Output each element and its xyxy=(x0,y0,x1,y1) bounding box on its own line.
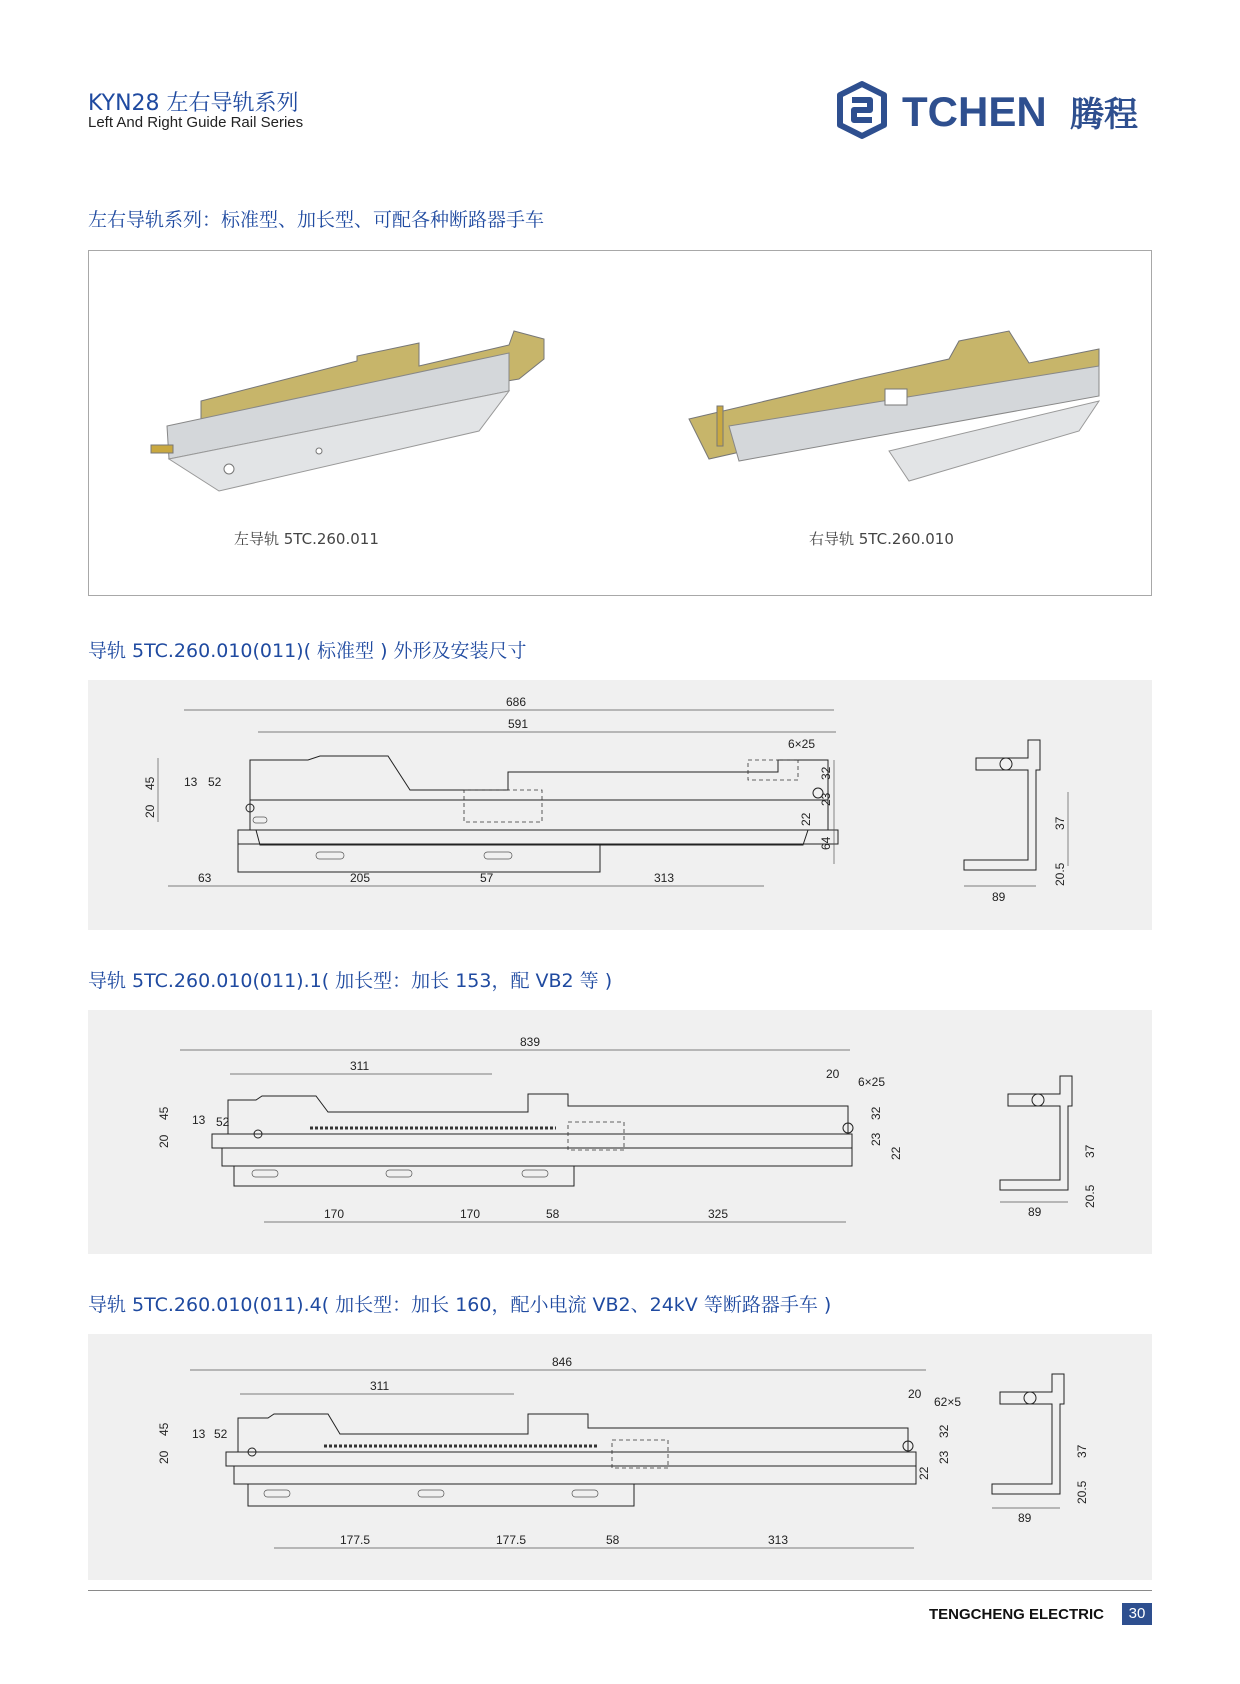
d3-dim-313: 313 xyxy=(768,1533,789,1547)
drawing2-panel xyxy=(88,1010,1152,1254)
d3-dim-13: 13 xyxy=(192,1427,206,1441)
rail-photo-frame xyxy=(88,250,1152,596)
d1-dim-v23: 23 xyxy=(819,792,833,806)
d3-dim-1775b: 177.5 xyxy=(496,1533,527,1547)
d3-dim-58: 58 xyxy=(606,1533,620,1547)
d2-dim-58: 58 xyxy=(546,1207,560,1221)
d1-dim-inner: 591 xyxy=(508,717,529,731)
d2-dim-20: 20 xyxy=(826,1067,840,1081)
drawing1-title: 导轨 5TC.260.010(011)( 标准型 ) 外形及安装尺寸 xyxy=(88,640,527,662)
d2-dim-h20: 20 xyxy=(157,1134,171,1148)
d1-dim-313: 313 xyxy=(654,871,675,885)
d2-dim-inner: 311 xyxy=(350,1059,370,1073)
d2-dim-h45: 45 xyxy=(157,1106,171,1120)
d1-dim-v32: 32 xyxy=(819,766,833,780)
series-title: KYN28 左右导轨系列 xyxy=(88,91,299,116)
left-rail-image xyxy=(151,331,544,491)
d2-dim-v32: 32 xyxy=(869,1106,883,1120)
d3-dim-h20: 20 xyxy=(157,1450,171,1464)
right-rail-caption: 右导轨 5TC.260.010 xyxy=(809,530,954,548)
d2-dim-52: 52 xyxy=(216,1115,230,1129)
d2-dim-v22: 22 xyxy=(889,1146,903,1160)
d3-dim-52: 52 xyxy=(214,1427,228,1441)
footer-brand: TENGCHENG ELECTRIC xyxy=(928,1606,1104,1623)
d3-side-37: 37 xyxy=(1075,1444,1089,1458)
brand-logo xyxy=(832,78,1152,144)
d1-dim-v64: 64 xyxy=(819,836,833,850)
rail-photos-illustration xyxy=(89,251,1153,597)
drawing3-panel xyxy=(88,1334,1152,1580)
drawing1-svg xyxy=(88,680,1152,930)
d3-dim-slot: 62×5 xyxy=(934,1395,962,1409)
series-subtitle: Left And Right Guide Rail Series xyxy=(88,114,304,131)
d3-dim-v23: 23 xyxy=(937,1450,951,1464)
drawing2-title: 导轨 5TC.260.010(011).1( 加长型：加长 153，配 VB2 等 ) xyxy=(88,970,613,992)
d2-dim-13: 13 xyxy=(192,1113,206,1127)
d3-dim-inner: 311 xyxy=(370,1379,390,1393)
page-number: 30 xyxy=(1122,1603,1152,1625)
logo-mark-icon xyxy=(840,84,884,136)
d2-side-37: 37 xyxy=(1083,1144,1097,1158)
d1-dim-13: 13 xyxy=(184,775,198,789)
d1-dim-slot: 6×25 xyxy=(788,737,816,751)
d2-dim-v23: 23 xyxy=(869,1132,883,1146)
d1-dim-205: 205 xyxy=(350,871,371,885)
drawing3-title: 导轨 5TC.260.010(011).4( 加长型：加长 160，配小电流 VB2、24kV 等断路器手车 ) xyxy=(88,1294,832,1316)
d1-side-37: 37 xyxy=(1053,816,1067,830)
d1-dim-52: 52 xyxy=(208,775,222,789)
d1-dim-63: 63 xyxy=(198,871,212,885)
d1-side-89: 89 xyxy=(992,890,1006,904)
d1-dim-h45: 45 xyxy=(143,776,157,790)
d3-dim-1775a: 177.5 xyxy=(340,1533,371,1547)
brand-chinese: 腾程 xyxy=(1070,95,1138,135)
d3-side-89: 89 xyxy=(1018,1511,1032,1525)
drawing2-svg xyxy=(88,1010,1152,1254)
photo-section-title: 左右导轨系列：标准型、加长型、可配各种断路器手车 xyxy=(88,209,545,231)
d1-side-205: 20.5 xyxy=(1053,862,1067,886)
d2-side-205: 20.5 xyxy=(1083,1184,1097,1208)
d3-dim-h45: 45 xyxy=(157,1422,171,1436)
d1-dim-total: 686 xyxy=(506,695,527,709)
d1-dim-h20: 20 xyxy=(143,804,157,818)
d2-side-89: 89 xyxy=(1028,1205,1042,1219)
d1-dim-57: 57 xyxy=(480,871,494,885)
drawing3-svg xyxy=(88,1334,1152,1580)
brand-name: TCHEN xyxy=(902,88,1047,135)
d2-dim-170b: 170 xyxy=(460,1207,481,1221)
left-rail-caption: 左导轨 5TC.260.011 xyxy=(234,530,379,548)
d3-dim-v22: 22 xyxy=(917,1466,931,1480)
d3-dim-v32: 32 xyxy=(937,1424,951,1438)
right-rail-image xyxy=(689,331,1099,481)
d3-dim-total: 846 xyxy=(552,1355,573,1369)
d3-side-205: 20.5 xyxy=(1075,1480,1089,1504)
d2-dim-325: 325 xyxy=(708,1207,729,1221)
d3-dim-20: 20 xyxy=(908,1387,922,1401)
d2-dim-170a: 170 xyxy=(324,1207,345,1221)
d2-dim-slot: 6×25 xyxy=(858,1075,886,1089)
d2-dim-total: 839 xyxy=(520,1035,541,1049)
d1-dim-v22: 22 xyxy=(799,812,813,826)
footer-divider xyxy=(88,1590,1152,1591)
drawing1-panel xyxy=(88,680,1152,930)
